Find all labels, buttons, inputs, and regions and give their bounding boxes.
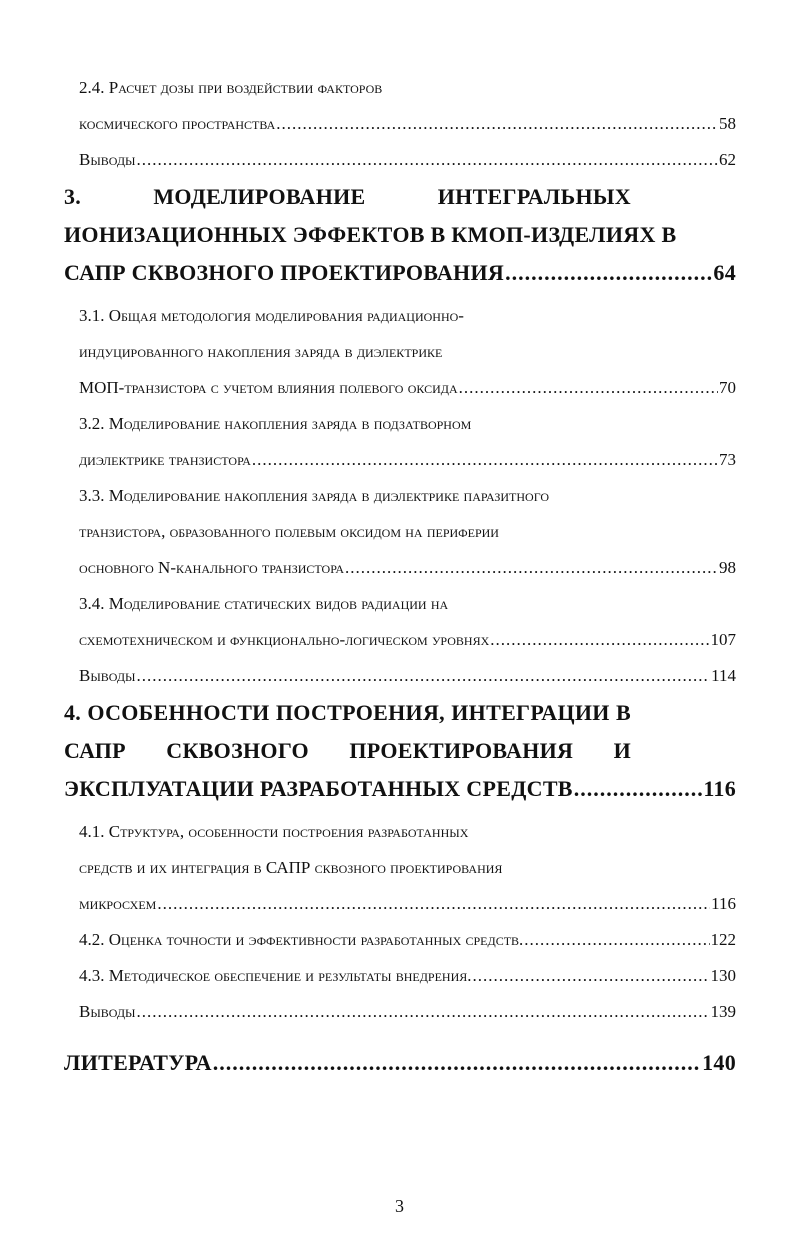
page-ref: 140 <box>702 1050 736 1075</box>
toc-entry-text: 4.2. Оценка точности и эффективности разработанных средств. <box>79 930 524 949</box>
toc-entry-text: 4.1. Структура, особенности построения разработанных <box>79 822 469 841</box>
toc-entry-literature[interactable] <box>64 1044 736 1082</box>
dot-leader <box>137 658 711 694</box>
toc-entry-3-1[interactable] <box>64 298 736 406</box>
toc-entry-4-2[interactable] <box>64 922 736 958</box>
toc-entry-text: основного N-канального транзистора <box>79 558 345 577</box>
toc-entry-text: индуцированного накопления заряда в диэлектрике <box>79 342 443 361</box>
toc-entry-2-4[interactable] <box>64 70 736 142</box>
toc-entry-text: космического пространства <box>79 114 276 133</box>
chapter-title-word: ИНТЕГРАЦИИ <box>451 700 610 725</box>
toc-entry-chapter-2-conclusions[interactable] <box>64 142 736 178</box>
dot-leader <box>459 370 718 406</box>
toc-entry-text: 2.4. Расчет дозы при воздействии факторов <box>79 78 383 97</box>
dot-leader <box>345 550 718 586</box>
page-ref: 73 <box>719 450 736 469</box>
toc-entry-text: Выводы <box>79 1002 136 1021</box>
chapter-title-word: ИНТЕГРАЛЬНЫХ <box>437 184 631 209</box>
page-ref: 98 <box>719 558 736 577</box>
dot-leader <box>252 442 718 478</box>
chapter-title-line: ЭКСПЛУАТАЦИИ РАЗРАБОТАННЫХ СРЕДСТВ <box>64 776 573 801</box>
chapter-title-line: ИОНИЗАЦИОННЫХ ЭФФЕКТОВ В КМОП-ИЗДЕЛИЯХ В <box>64 222 677 247</box>
toc-entry-3-4[interactable] <box>64 586 736 658</box>
page-number: 3 <box>395 1196 404 1216</box>
chapter-number: 4. <box>64 700 82 725</box>
page-ref: 139 <box>710 1002 736 1021</box>
page-ref: 114 <box>711 666 736 685</box>
toc-entry-3-3[interactable] <box>64 478 736 586</box>
chapter-number: 3. <box>64 184 82 209</box>
toc-entry-text: схемотехническом и функционально-логическом уровнях <box>79 630 490 649</box>
chapter-title-word: СКВОЗНОГО <box>166 738 309 763</box>
chapter-title-word: ПОСТРОЕНИЯ, <box>275 700 445 725</box>
toc-entry-text: микросхем <box>79 894 157 913</box>
chapter-title-word: ОСОБЕННОСТИ <box>87 700 270 725</box>
dot-leader <box>574 770 703 808</box>
toc-entry-text: 3.1. Общая методология моделирования радиационно- <box>79 306 464 325</box>
dot-leader <box>490 622 709 658</box>
toc-entry-text: средств и их интеграция в САПР сквозного проектирования <box>79 858 503 877</box>
dot-leader <box>524 922 709 958</box>
page-ref: 116 <box>703 776 736 801</box>
chapter-title-word: ПРОЕКТИРОВАНИЯ <box>349 738 574 763</box>
page-ref: 130 <box>710 966 736 985</box>
table-of-contents <box>64 70 736 1082</box>
toc-entry-text: диэлектрике транзистора <box>79 450 251 469</box>
dot-leader <box>473 958 710 994</box>
dot-leader <box>137 994 710 1030</box>
chapter-title-word: МОДЕЛИРОВАНИЕ <box>153 184 366 209</box>
dot-leader <box>157 886 710 922</box>
dot-leader <box>137 142 718 178</box>
toc-entry-text: 3.2. Моделирование накопления заряда в подзатворном <box>79 414 472 433</box>
toc-entry-3-2[interactable] <box>64 406 736 478</box>
chapter-title-word: В <box>615 700 631 725</box>
page-ref: 116 <box>711 894 736 913</box>
page-ref: 62 <box>719 150 736 169</box>
toc-entry-text: 3.3. Моделирование накопления заряда в диэлектрике паразитного <box>79 486 550 505</box>
page-ref: 58 <box>719 114 736 133</box>
chapter-title-word: И <box>613 738 631 763</box>
toc-entry-text: Выводы <box>79 150 136 169</box>
dot-leader <box>213 1044 701 1082</box>
page-ref: 64 <box>713 260 736 285</box>
chapter-title-word: САПР <box>64 738 126 763</box>
page-ref: 70 <box>719 378 736 397</box>
dot-leader <box>505 254 712 292</box>
toc-entry-chapter-4-conclusions[interactable] <box>64 994 736 1030</box>
toc-entry-chapter-3-conclusions[interactable] <box>64 658 736 694</box>
toc-entry-4-1[interactable] <box>64 814 736 922</box>
toc-chapter-3[interactable] <box>64 178 736 292</box>
page-ref: 122 <box>710 930 736 949</box>
toc-entry-text: ЛИТЕРАТУРА <box>64 1050 212 1075</box>
page-ref: 107 <box>710 630 736 649</box>
dot-leader <box>276 106 718 142</box>
toc-entry-4-3[interactable] <box>64 958 736 994</box>
toc-entry-text: Выводы <box>79 666 136 685</box>
toc-entry-text: 4.3. Методическое обеспечение и результаты внедрения. <box>79 966 472 985</box>
toc-entry-text: транзистора, образованного полевым оксидом на периферии <box>79 522 499 541</box>
toc-entry-text: МОП-транзистора с учетом влияния полевого оксида <box>79 378 458 397</box>
toc-chapter-4[interactable] <box>64 694 736 808</box>
toc-entry-text: 3.4. Моделирование статических видов радиации на <box>79 594 449 613</box>
chapter-title-line: САПР СКВОЗНОГО ПРОЕКТИРОВАНИЯ <box>64 260 505 285</box>
